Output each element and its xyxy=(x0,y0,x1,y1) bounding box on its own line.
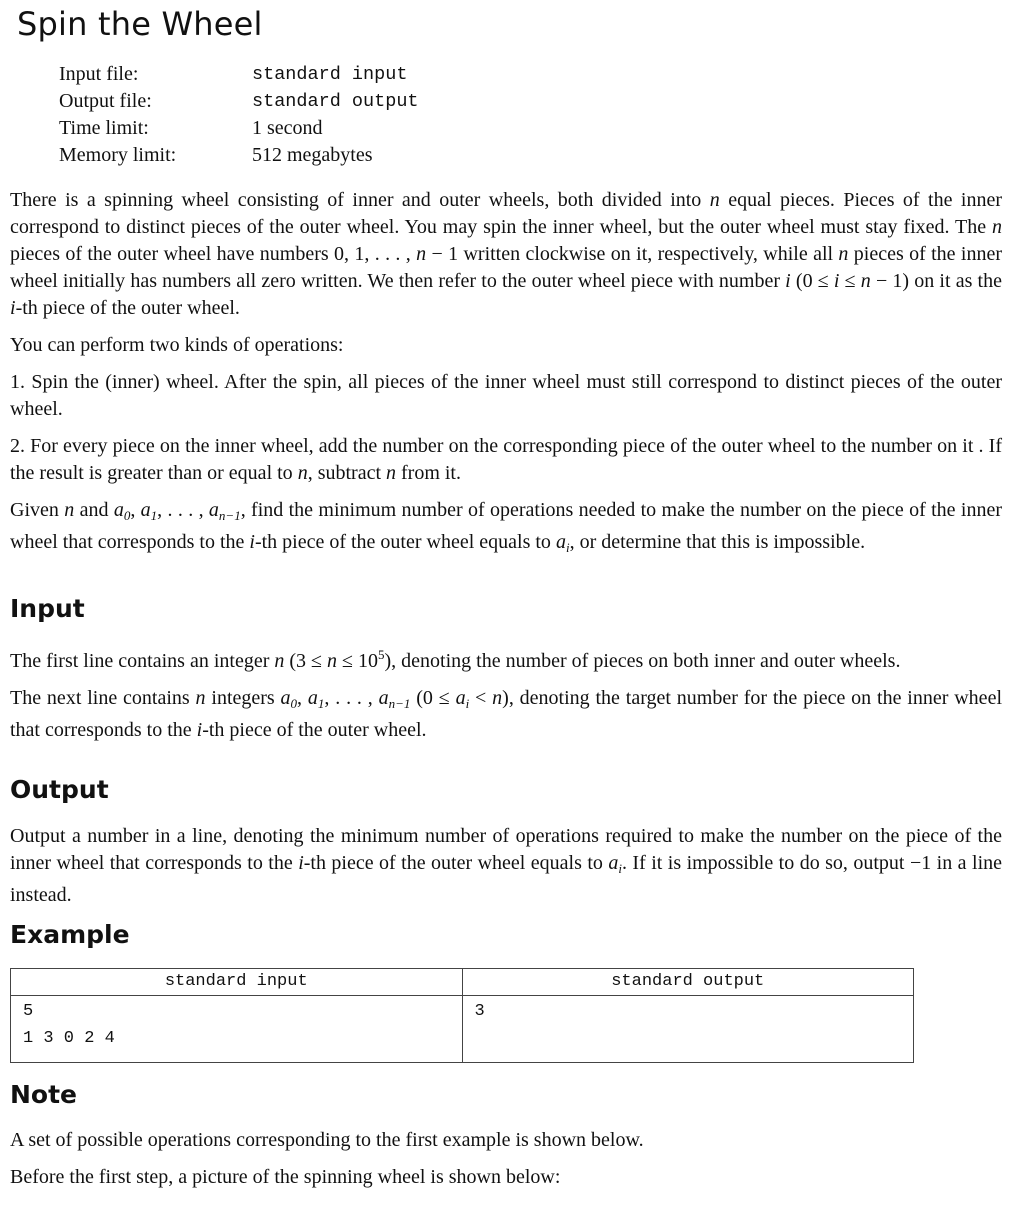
example-input-cell[interactable] xyxy=(11,996,463,1063)
text: equal pieces. Pieces of the inner correspond to distinct pieces of the outer wheel. You may spin the inner wheel, but the outer wheel must stay fixed. The xyxy=(10,189,1002,238)
text: − 1) on it as the xyxy=(870,270,1002,292)
text: , . . . , xyxy=(324,687,379,709)
text: pieces of the inner wheel initially has numbers all zero written. We then refer to the outer wheel piece with number xyxy=(10,243,1002,292)
example-header-row xyxy=(11,969,914,996)
math-var: i xyxy=(785,270,791,292)
text: , or determine that this is impossible. xyxy=(569,531,866,553)
text: There is a spinning wheel consisting of inner and outer wheels, both divided into xyxy=(10,189,710,211)
text: − 1 written clockwise on it, respectively, while all xyxy=(426,243,839,265)
text: . If it is impossible to do so, output −1 in a line instead. xyxy=(10,852,1003,906)
text: -th piece of the outer wheel. xyxy=(202,719,427,741)
example-table xyxy=(10,968,914,1063)
problem-limits xyxy=(59,61,419,169)
limit-value: 512 megabytes xyxy=(252,144,373,166)
text: -th piece of the outer wheel. xyxy=(15,297,240,319)
text: ), denoting the number of pieces on both inner and outer wheels. xyxy=(384,650,901,672)
example-row xyxy=(11,996,914,1063)
limit-label: Memory limit: xyxy=(59,144,177,166)
text: pieces of the outer wheel have numbers 0, 1, . . . , xyxy=(10,243,417,265)
statement-paragraph-3 xyxy=(10,497,1002,561)
section-heading-input: Input xyxy=(10,594,85,623)
example-output-cell[interactable] xyxy=(462,996,914,1063)
math-var: n xyxy=(297,462,308,484)
limit-label: Output file: xyxy=(59,90,152,112)
text: ), denoting the target number for the piece on the inner wheel that corresponds to the xyxy=(10,687,1002,741)
math-var: n xyxy=(860,270,871,292)
math-var: i xyxy=(196,719,203,741)
math-var: n xyxy=(386,462,396,484)
math-var: n xyxy=(416,243,427,265)
text: < xyxy=(469,687,493,709)
text: Output a number in a line, denoting the minimum number of operations required to make the number on the piece of the inner wheel that corresponds to the xyxy=(10,825,1002,874)
note-paragraph-1: A set of possible operations corresponding to the first example is shown below. xyxy=(10,1129,644,1151)
note-paragraph-2: Before the first step, a picture of the spinning wheel is shown below: xyxy=(10,1166,561,1188)
text: The first line contains an integer xyxy=(10,650,275,672)
math-subscript: i xyxy=(465,696,470,711)
math-var: n xyxy=(709,189,720,211)
math-var: n xyxy=(64,499,75,521)
math-var: a xyxy=(280,687,291,709)
note-section-body xyxy=(10,1127,1002,1201)
statement-paragraph-2: You can perform two kinds of operations: xyxy=(10,334,344,356)
text: , . . . , xyxy=(157,499,209,521)
math-var: i xyxy=(298,852,304,874)
math-subscript: 0 xyxy=(123,508,131,523)
limit-value: standard input xyxy=(252,64,408,85)
limit-row-time xyxy=(59,115,419,142)
text: 2. For every piece on the inner wheel, add the number on the corresponding piece of the outer wheel to the number on it . If the result is greater than or equal to xyxy=(10,435,1002,484)
section-heading-output: Output xyxy=(10,775,109,804)
operation-2 xyxy=(10,433,1002,487)
math-subscript: 0 xyxy=(290,696,298,711)
text: -th piece of the outer wheel equals to xyxy=(254,531,556,553)
math-var: a xyxy=(555,531,566,553)
math-subscript: n−1 xyxy=(388,696,411,711)
text: (0 ≤ xyxy=(790,270,834,292)
math-var: a xyxy=(208,499,219,521)
section-heading-example: Example xyxy=(10,920,130,949)
math-var: a xyxy=(307,687,318,709)
math-var: n xyxy=(195,687,206,709)
text: ≤ 10 xyxy=(337,650,378,672)
input-paragraph-2 xyxy=(10,685,1002,744)
limit-value: standard output xyxy=(252,91,419,112)
problem-title: Spin the Wheel xyxy=(17,5,263,43)
math-var: n xyxy=(327,650,337,672)
text: (0 ≤ xyxy=(410,687,456,709)
output-paragraph-1 xyxy=(10,823,1002,909)
text: , subtract xyxy=(307,462,386,484)
statement-body xyxy=(10,187,1002,571)
math-var: a xyxy=(608,852,619,874)
example-column-input: standard input xyxy=(11,969,463,996)
math-subscript: 1 xyxy=(317,696,325,711)
text: integers xyxy=(205,687,281,709)
text: , find the minimum number of operations needed to make the number on the piece of the inner wheel that corresponds to the xyxy=(10,499,1002,553)
text: -th piece of the outer wheel equals to xyxy=(303,852,609,874)
math-var: n xyxy=(492,687,503,709)
text: (3 ≤ xyxy=(284,650,327,672)
math-var: i xyxy=(249,531,255,553)
math-subscript: n−1 xyxy=(218,508,241,523)
limit-row-output-file xyxy=(59,88,419,115)
text: The next line contains xyxy=(10,687,196,709)
text: , xyxy=(297,687,308,709)
example-input-line: 5 xyxy=(23,1002,34,1021)
math-var: n xyxy=(838,243,849,265)
math-subscript: i xyxy=(565,540,570,555)
output-section-body xyxy=(10,823,1002,919)
math-subscript: i xyxy=(618,861,622,876)
example-column-output: standard output xyxy=(462,969,914,996)
text: Given xyxy=(10,499,65,521)
input-section-body xyxy=(10,641,1002,754)
math-var: i xyxy=(833,270,840,292)
section-heading-note: Note xyxy=(10,1080,78,1109)
math-var: a xyxy=(378,687,389,709)
operation-1: 1. Spin the (inner) wheel. After the spin, all pieces of the inner wheel must still correspond to distinct pieces of the outer wheel. xyxy=(10,371,1002,420)
limit-row-input-file xyxy=(59,61,419,88)
math-var: n xyxy=(992,216,1002,238)
math-subscript: 1 xyxy=(150,508,158,523)
limit-label: Time limit: xyxy=(59,117,149,139)
input-paragraph-1 xyxy=(10,641,1002,675)
text: , xyxy=(130,499,141,521)
text: ≤ xyxy=(839,270,861,292)
limit-label: Input file: xyxy=(59,63,139,85)
statement-paragraph-1 xyxy=(10,187,1002,322)
math-superscript: 5 xyxy=(377,647,385,662)
text: and xyxy=(74,499,114,521)
limit-value: 1 second xyxy=(252,117,323,139)
example-input-line: 1 3 0 2 4 xyxy=(23,1029,115,1048)
text: from it. xyxy=(396,462,461,484)
math-var: n xyxy=(274,650,285,672)
math-var: a xyxy=(455,687,466,709)
math-var: a xyxy=(113,499,124,521)
limit-row-memory xyxy=(59,142,419,169)
example-output-line: 3 xyxy=(474,1002,485,1021)
math-var: i xyxy=(10,297,16,319)
math-var: a xyxy=(140,499,151,521)
